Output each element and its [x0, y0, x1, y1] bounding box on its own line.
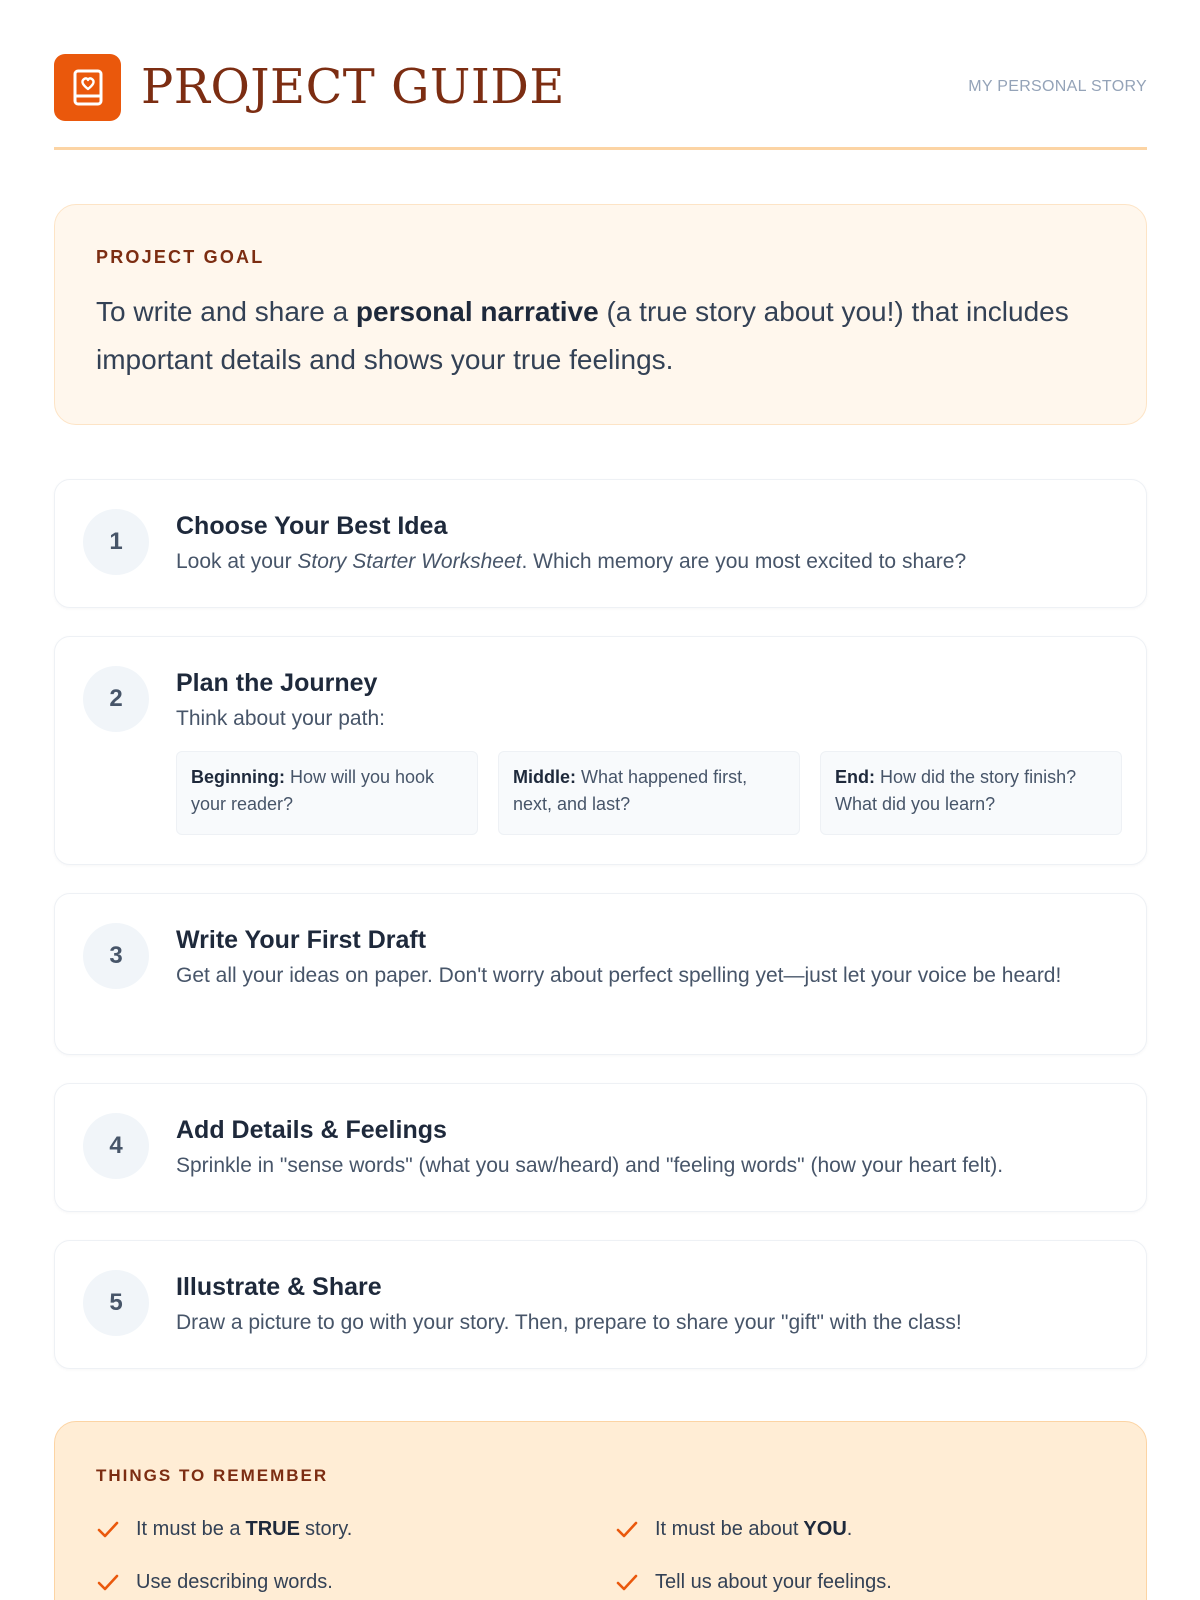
step-description: Sprinkle in "sense words" (what you saw/heard) and "feeling words" (how your heart felt).: [176, 1154, 1004, 1177]
step-desc-end: . Which memory are you most excited to share?: [521, 550, 967, 573]
step-title: Add Details & Feelings: [176, 1116, 447, 1144]
project-goal-card: [54, 204, 1147, 425]
page-title: PROJECT GUIDE: [141, 59, 565, 115]
step-card-2: [54, 636, 1147, 865]
things-to-remember-label: THINGS TO REMEMBER: [96, 1466, 329, 1485]
page-subtitle: MY PERSONAL STORY: [968, 78, 1147, 95]
remember-item: [615, 1571, 892, 1594]
project-goal-text: [96, 288, 1106, 384]
step-desc-italic: Story Starter Worksheet: [297, 550, 522, 573]
step-card-3: [54, 893, 1147, 1055]
goal-text-start: To write and share a: [96, 296, 356, 327]
step-title: Illustrate & Share: [176, 1273, 382, 1301]
project-goal-label: PROJECT GOAL: [96, 247, 265, 267]
book-heart-icon: [54, 54, 121, 121]
step-title: Choose Your Best Idea: [176, 512, 448, 540]
remember-text: Use describing words.: [136, 1571, 333, 1593]
phase-end: [820, 751, 1122, 835]
step-number: 1: [83, 509, 149, 575]
step-number: 4: [83, 1113, 149, 1179]
remember-item: [96, 1571, 333, 1594]
step-number: 3: [83, 923, 149, 989]
step-number: 2: [83, 666, 149, 732]
step-title: Plan the Journey: [176, 669, 378, 697]
step-card-1: [54, 479, 1147, 608]
step-title: Write Your First Draft: [176, 926, 427, 954]
phase-middle: [498, 751, 800, 835]
phase-text: What happened first, next, and last?: [513, 767, 748, 814]
remember-bold: YOU: [803, 1518, 847, 1540]
step-description: Think about your path:: [176, 707, 385, 730]
remember-text: It must be a: [136, 1518, 241, 1540]
step-description: Get all your ideas on paper. Don't worry about perfect spelling yet—just let your voice be heard!: [176, 964, 1062, 987]
remember-text: .: [846, 1518, 853, 1540]
step-card-5: [54, 1240, 1147, 1369]
phase-label: End:: [835, 767, 875, 787]
phase-text: How did the story finish? What did you learn?: [835, 767, 1077, 814]
check-icon: [96, 1573, 120, 1593]
check-icon: [615, 1520, 639, 1540]
phase-beginning: [176, 751, 478, 835]
things-to-remember-card: [54, 1421, 1147, 1600]
remember-item: [615, 1518, 852, 1541]
step-desc-start: Look at your: [176, 550, 298, 573]
phase-label: Beginning:: [191, 767, 285, 787]
remember-text: story.: [304, 1518, 353, 1540]
remember-text: It must be about: [655, 1518, 799, 1540]
step-number: 5: [83, 1270, 149, 1336]
step-card-4: [54, 1083, 1147, 1212]
check-icon: [615, 1573, 639, 1593]
goal-text-end: (a true story about you!) that includes important details and shows your true feelings.: [96, 296, 1069, 375]
page-header: [54, 54, 1147, 150]
goal-text-bold: personal narrative: [355, 296, 599, 327]
remember-text: Tell us about your feelings.: [655, 1571, 892, 1593]
phase-label: Middle:: [513, 767, 576, 787]
step-description: Draw a picture to go with your story. Then, prepare to share your "gift" with the class!: [176, 1311, 962, 1334]
remember-item: [96, 1518, 352, 1541]
remember-bold: TRUE: [245, 1518, 300, 1540]
step-description: [176, 545, 1116, 578]
check-icon: [96, 1520, 120, 1540]
phase-text: How will you hook your reader?: [191, 767, 435, 814]
